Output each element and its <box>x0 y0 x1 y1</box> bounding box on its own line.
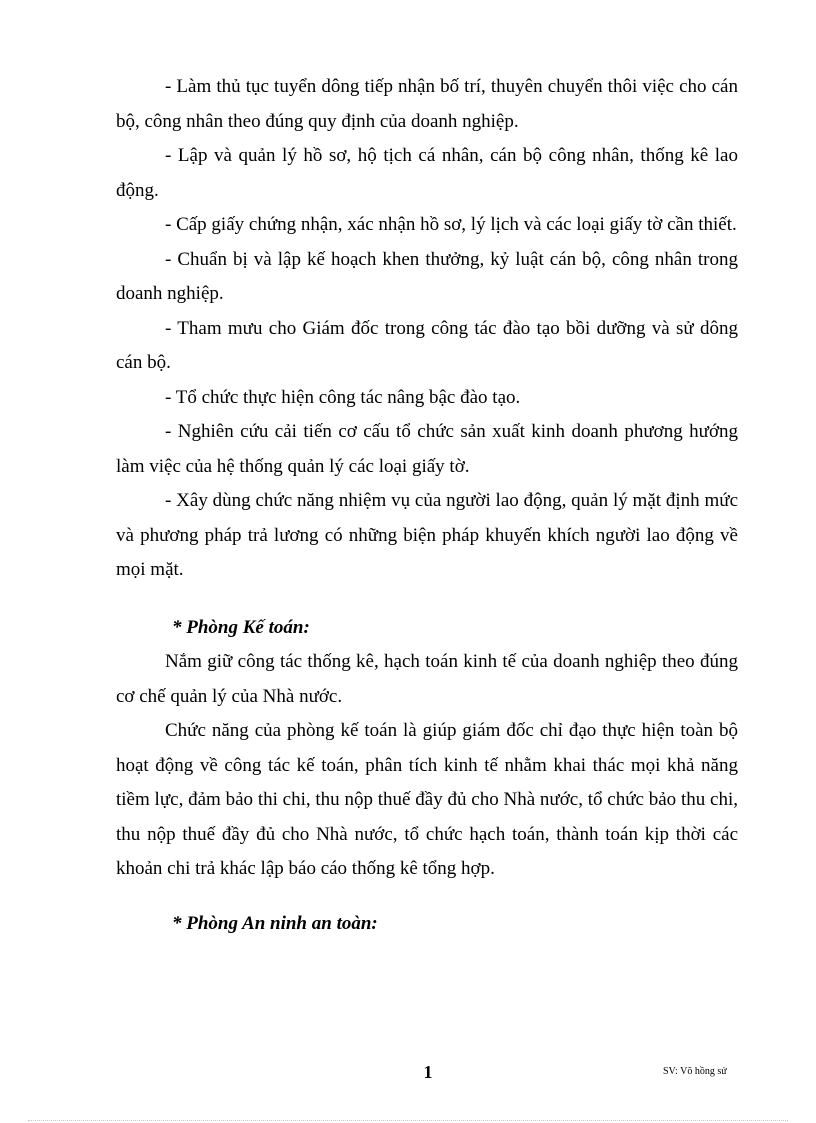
staff-duty-paragraph: - Nghiên cứu cải tiến cơ cấu tổ chức sản xuất kinh doanh phương hướng làm việc của hệ thống quản lý các loại giấy tờ. <box>116 421 738 477</box>
security-section-heading: * Phòng An ninh an toàn: <box>172 912 378 934</box>
staff-duty-paragraph: - Làm thủ tục tuyển dông tiếp nhận bố trí, thuyên chuyển thôi việc cho cán bộ, công nhân theo đúng quy định của doanh nghiệp. <box>116 76 738 132</box>
staff-duty-paragraph: - Chuẩn bị và lập kế hoạch khen thưởng, kỷ luật cán bộ, công nhân trong doanh nghiệp. <box>116 248 738 304</box>
document-body <box>116 70 738 941</box>
staff-duty-paragraph: - Lập và quản lý hồ sơ, hộ tịch cá nhân, cán bộ công nhân, thống kê lao động. <box>116 145 738 201</box>
footer-divider <box>28 1120 788 1121</box>
accounting-paragraph: Nắm giữ công tác thống kê, hạch toán kinh tế của doanh nghiệp theo đúng cơ chế quản lý của Nhà nước. <box>116 651 738 707</box>
staff-duty-paragraph: - Cấp giấy chứng nhận, xác nhận hồ sơ, lý lịch và các loại giấy tờ cần thiết. <box>165 214 737 235</box>
page-number: 1 <box>423 1062 433 1082</box>
staff-duty-paragraph: - Xây dùng chức năng nhiệm vụ của người lao động, quản lý mặt định mức và phương pháp trả lương có những biện pháp khuyến khích người lao động về mọi mặt. <box>116 490 738 580</box>
staff-duty-paragraph: - Tổ chức thực hiện công tác nâng bậc đào tạo. <box>165 386 521 408</box>
footer-author: SV: Võ hồng sử <box>663 1066 727 1077</box>
accounting-section-heading: * Phòng Kế toán: <box>172 616 310 638</box>
accounting-paragraph: Chức năng của phòng kế toán là giúp giám đốc chỉ đạo thực hiện toàn bộ hoạt động về công tác kế toán, phân tích kinh tế nhằm khai thác mọi khả năng tiềm lực, đảm bảo thi chi, thu nộp thuế đầy đủ cho Nhà nước, tổ chức bảo thu chi, thu nộp thuế đầy đủ cho Nhà nước, tổ chức hạch toán, thành toán kịp thời các khoản chi trả khác lập báo cáo thống kê tổng hợp. <box>116 720 738 879</box>
staff-duty-paragraph: - Tham mưu cho Giám đốc trong công tác đào tạo bồi dưỡng và sử dông cán bộ. <box>116 317 738 373</box>
